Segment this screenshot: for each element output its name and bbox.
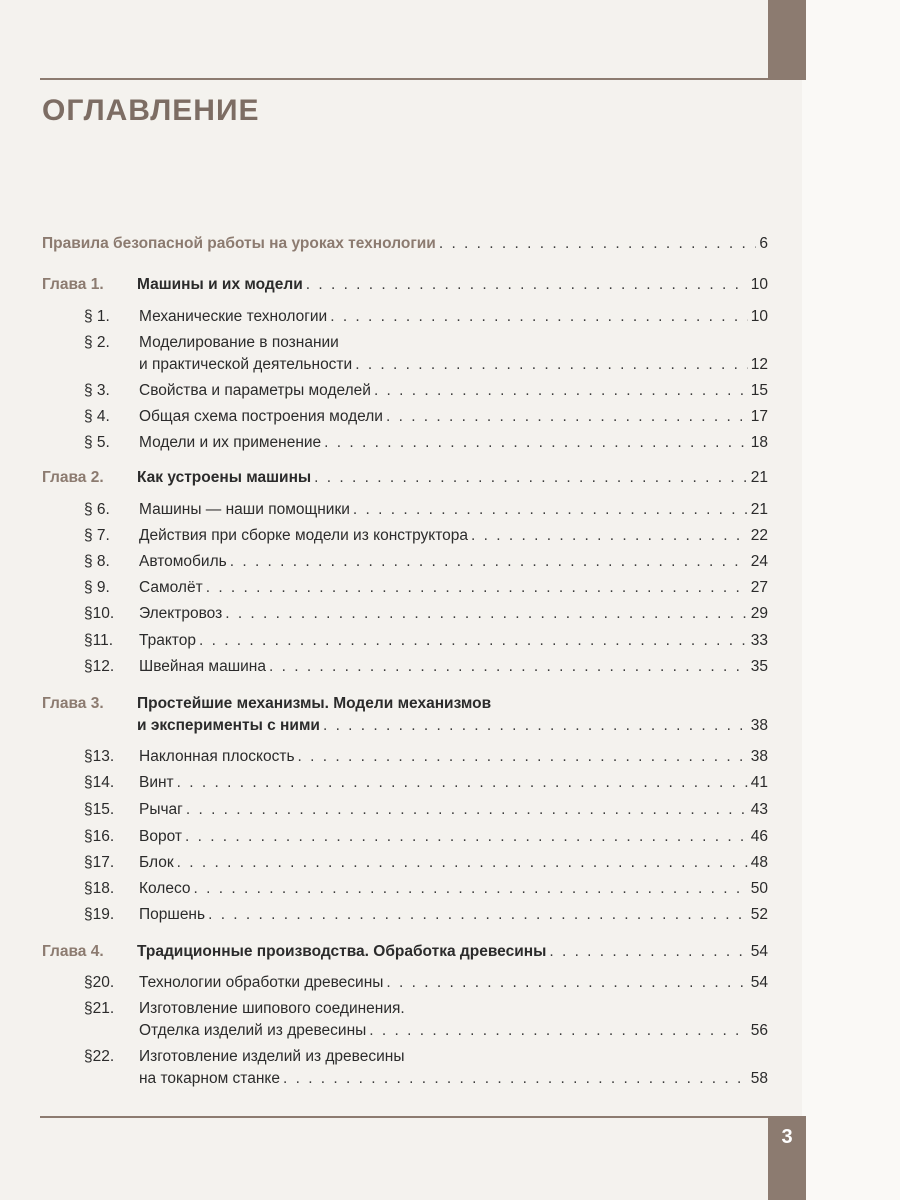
page-ref: 24: [750, 553, 768, 570]
toc-section-8[interactable]: [42, 551, 768, 573]
section-number: §17.: [84, 854, 115, 871]
page-ref: 10: [750, 308, 768, 325]
section-number: §14.: [84, 774, 115, 791]
section-number: §10.: [84, 605, 115, 622]
section-number: §11.: [84, 632, 114, 649]
page-ref: 21: [750, 469, 768, 486]
toc-section-19[interactable]: [42, 904, 768, 926]
chapter-title: Как устроены машины: [137, 469, 312, 486]
toc-entry-rules[interactable]: [42, 233, 768, 255]
section-title: Общая схема построения модели: [139, 408, 383, 425]
page-ref: 48: [750, 854, 768, 871]
section-number: § 5.: [84, 434, 110, 451]
section-number: §21.: [84, 1000, 115, 1017]
toc-section-7[interactable]: [42, 525, 768, 547]
section-title: Поршень: [139, 906, 206, 923]
toc-section-11[interactable]: [42, 630, 768, 652]
toc-section-13[interactable]: [42, 746, 768, 768]
section-number: § 2.: [84, 334, 110, 351]
page-ref: 10: [750, 276, 768, 293]
section-title: Ворот: [139, 828, 182, 845]
footer-rule: [40, 1116, 768, 1118]
page-ref: 21: [750, 501, 768, 518]
section-number: §19.: [84, 906, 115, 923]
section-number: §16.: [84, 828, 115, 845]
page-ref: 58: [750, 1070, 768, 1087]
chapter-label: Глава 2.: [42, 469, 104, 486]
toc-section-6[interactable]: [42, 499, 768, 521]
toc-section-10[interactable]: [42, 603, 768, 625]
toc-section-3[interactable]: [42, 380, 768, 402]
section-title: Изготовление шипового соединения.: [139, 1000, 405, 1017]
section-title: Колесо: [139, 880, 191, 897]
section-number: § 4.: [84, 408, 110, 425]
page-ref: 54: [750, 943, 768, 960]
page-title: ОГЛАВЛЕНИЕ: [42, 94, 260, 127]
toc-section-1[interactable]: [42, 306, 768, 328]
chapter-label: Глава 1.: [42, 276, 104, 293]
section-title: Технологии обработки древесины: [139, 974, 384, 991]
page-ref: 54: [750, 974, 768, 991]
chapter-label: Глава 3.: [42, 695, 104, 712]
toc-section-2[interactable]: [42, 332, 768, 376]
page-ref: 38: [750, 717, 768, 734]
section-number: § 9.: [84, 579, 110, 596]
toc-section-9[interactable]: [42, 577, 768, 599]
page-margin: [802, 0, 900, 1200]
page-ref: 18: [750, 434, 768, 451]
section-title: Автомобиль: [139, 553, 227, 570]
section-number: §20.: [84, 974, 115, 991]
chapter-title: Машины и их модели: [137, 276, 303, 293]
toc-chapter-2[interactable]: [42, 467, 768, 489]
section-title: Машины — наши помощники: [139, 501, 350, 518]
page-ref: 22: [750, 527, 768, 544]
section-title: Механические технологии: [139, 308, 328, 325]
section-title: Рычаг: [139, 801, 183, 818]
toc-section-20[interactable]: [42, 972, 768, 994]
section-number: § 1.: [84, 308, 110, 325]
page-ref: 56: [750, 1022, 768, 1039]
toc-section-4[interactable]: [42, 406, 768, 428]
page-ref: 17: [750, 408, 768, 425]
toc-section-22[interactable]: [42, 1046, 768, 1090]
section-title: Винт: [139, 774, 174, 791]
section-number: §13.: [84, 748, 115, 765]
page-ref: 33: [750, 632, 768, 649]
section-title: Модели и их применение: [139, 434, 322, 451]
entry-title: Правила безопасной работы на уроках технологии: [42, 235, 436, 252]
page-ref: 50: [750, 880, 768, 897]
section-number: §18.: [84, 880, 115, 897]
section-title-cont: Отделка изделий из древесины: [139, 1022, 367, 1039]
chapter-title: Традиционные производства. Обработка древесины: [137, 943, 547, 960]
section-title: Действия при сборке модели из конструктора: [139, 527, 469, 544]
page-number: 3: [781, 1126, 793, 1148]
section-number: §22.: [84, 1048, 115, 1065]
page-ref: 35: [750, 658, 768, 675]
toc-section-15[interactable]: [42, 799, 768, 821]
toc-section-21[interactable]: [42, 998, 768, 1042]
section-title-cont: и практической деятельности: [139, 356, 353, 373]
section-number: § 8.: [84, 553, 110, 570]
section-title: Наклонная плоскость: [139, 748, 295, 765]
page-ref: 27: [750, 579, 768, 596]
section-title: Самолёт: [139, 579, 203, 596]
toc-chapter-1[interactable]: [42, 274, 768, 296]
header-tab: [768, 0, 806, 80]
page-ref: 6: [759, 235, 768, 252]
section-number: §12.: [84, 658, 115, 675]
page-ref: 46: [750, 828, 768, 845]
toc-section-14[interactable]: [42, 772, 768, 794]
page-ref: 15: [750, 382, 768, 399]
page-ref: 52: [750, 906, 768, 923]
header-rule: [40, 78, 768, 80]
toc-section-18[interactable]: [42, 878, 768, 900]
chapter-title: Простейшие механизмы. Модели механизмов: [137, 695, 492, 712]
section-number: § 3.: [84, 382, 110, 399]
section-number: § 7.: [84, 527, 110, 544]
toc-section-12[interactable]: [42, 656, 768, 678]
toc-section-17[interactable]: [42, 852, 768, 874]
toc-chapter-3[interactable]: [42, 693, 768, 737]
page-ref: 41: [750, 774, 768, 791]
section-title: Изготовление изделий из древесины: [139, 1048, 405, 1065]
section-title: Моделирование в познании: [139, 334, 339, 351]
page-ref: 38: [750, 748, 768, 765]
toc-chapter-4[interactable]: [42, 941, 768, 963]
section-number: §15.: [84, 801, 115, 818]
section-title: Свойства и параметры моделей: [139, 382, 371, 399]
page-ref: 12: [750, 356, 768, 373]
page-ref: 29: [750, 605, 768, 622]
section-title: Трактор: [139, 632, 196, 649]
section-title: Электровоз: [139, 605, 223, 622]
toc-section-5[interactable]: [42, 432, 768, 454]
page-ref: 43: [750, 801, 768, 818]
section-number: § 6.: [84, 501, 110, 518]
section-title: Блок: [139, 854, 174, 871]
toc-section-16[interactable]: [42, 826, 768, 848]
chapter-title-cont: и эксперименты с ними: [137, 717, 320, 734]
chapter-label: Глава 4.: [42, 943, 104, 960]
section-title: Швейная машина: [139, 658, 266, 675]
section-title-cont: на токарном станке: [139, 1070, 280, 1087]
